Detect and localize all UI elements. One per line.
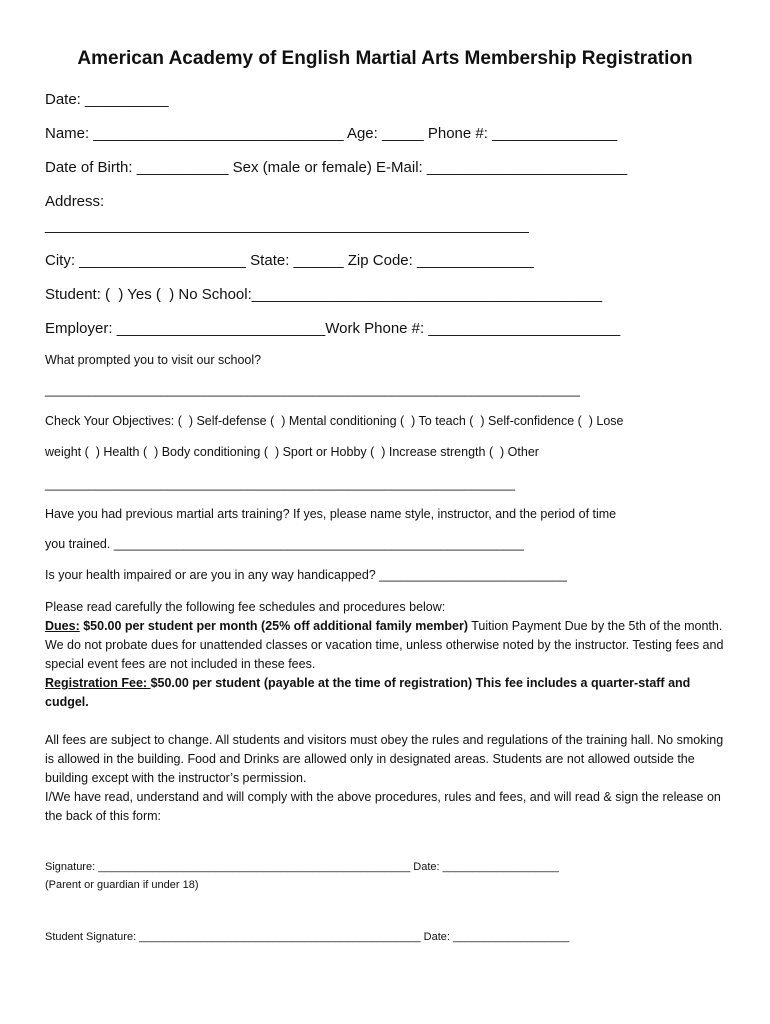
fees-intro: Please read carefully the following fee schedules and procedures below: (45, 600, 446, 614)
registration-fee-label: Registration Fee: (45, 676, 151, 690)
fee-schedule-section (45, 598, 735, 712)
objectives-other-field[interactable]: _________________________________________________________________ (45, 476, 515, 491)
address-label: Address: (45, 193, 105, 210)
guardian-note: (Parent or guardian if under 18) (45, 879, 199, 891)
registration-fee-details: $50.00 per student (payable at the time of registration) This fee includes a quarter-staff and cudgel. (45, 676, 691, 709)
dues-paragraph (45, 617, 735, 674)
rules-text: All fees are subject to change. All students and visitors must obey the rules and regulations of the training hall. No smoking is allowed in the building. Food and Drinks are allowed only in designated areas. Students are not allowed outside the building except with the instructor’s permission. (45, 733, 724, 785)
dues-label: Dues: (45, 619, 80, 633)
dob-sex-email-fields[interactable]: Date of Birth: ___________ Sex (male or female) E-Mail: ________________________ (45, 159, 628, 176)
training-answer-field[interactable]: you trained. ___________________________________________________________ (45, 537, 524, 551)
student-signature-date-fields[interactable]: Student Signature: ______________________________________________ Date: ___________________ (45, 931, 570, 943)
rules-section (45, 731, 735, 826)
objectives-checkboxes-row1[interactable]: Check Your Objectives: ( ) Self-defense ( ) Mental conditioning ( ) To teach ( ) Self-confidence ( ) Lose (45, 414, 624, 428)
prompted-question: What prompted you to visit our school? (45, 353, 262, 367)
employer-workphone-fields[interactable]: Employer: _________________________Work Phone #: _______________________ (45, 320, 621, 337)
agreement-text: I/We have read, understand and will comply with the above procedures, rules and fees, and will read & sign the release on the back of this form: (45, 790, 721, 823)
dues-details: Tuition Payment Due by the 5th of the month. We do not probate dues for unattended classes or vacation time, unless otherwise noted by the instructor. Testing fees and special event fees are not included in these fees. (45, 619, 724, 671)
address-field[interactable]: __________________________________________________________ (45, 217, 529, 234)
objectives-checkboxes-row2[interactable]: weight ( ) Health ( ) Body conditioning ( ) Sport or Hobby ( ) Increase strength ( ) Other (45, 445, 539, 459)
date-field[interactable]: Date: __________ (45, 91, 169, 108)
city-state-zip-fields[interactable]: City: ____________________ State: ______ Zip Code: ______________ (45, 252, 534, 269)
dues-amount: $50.00 per student per month (25% off additional family member) (79, 619, 469, 633)
name-age-phone-fields[interactable]: Name: ______________________________ Age: _____ Phone #: _______________ (45, 125, 618, 142)
health-question-field[interactable]: Is your health impaired or are you in any way handicapped? ___________________________ (45, 568, 567, 582)
prompted-answer-field[interactable]: __________________________________________________________________________ (45, 382, 581, 397)
training-question: Have you had previous martial arts training? If yes, please name style, instructor, and the period of time (45, 507, 617, 521)
registration-fee-paragraph (45, 674, 735, 712)
form-title: American Academy of English Martial Arts Membership Registration (77, 48, 693, 69)
signature-date-fields[interactable]: Signature: ___________________________________________________ Date: ___________________ (45, 861, 559, 873)
student-school-fields[interactable]: Student: ( ) Yes ( ) No School:__________________________________________ (45, 286, 603, 303)
